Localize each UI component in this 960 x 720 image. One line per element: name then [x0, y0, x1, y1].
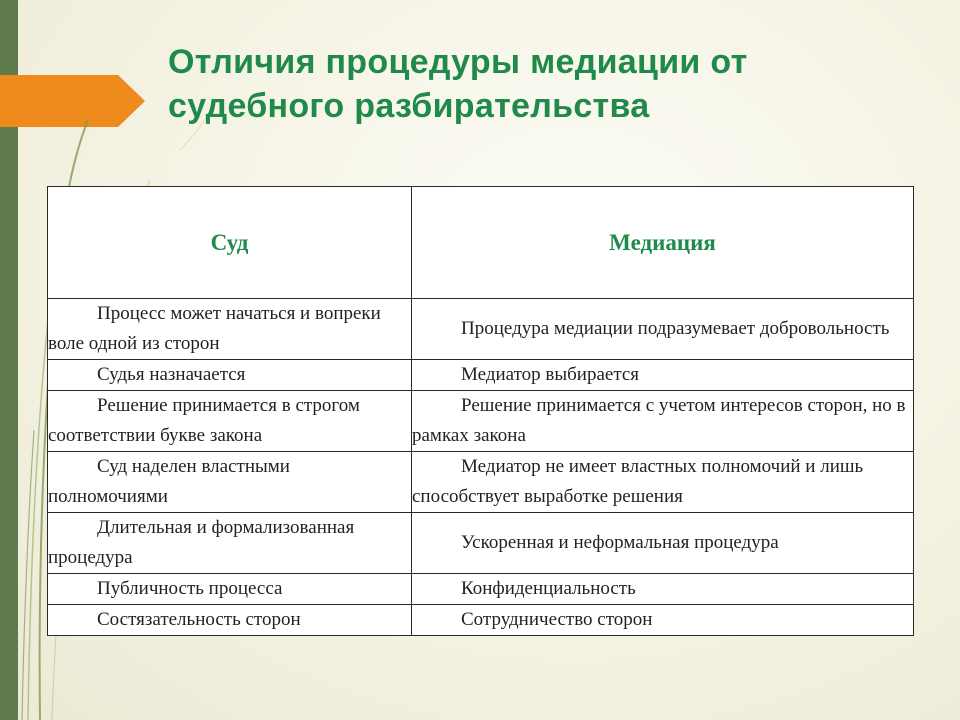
table-cell-court: Публичность процесса	[48, 574, 412, 605]
table-row	[48, 605, 914, 636]
table-cell-mediation: Ускоренная и неформальная процедура	[412, 513, 914, 574]
table-cell-mediation: Сотрудничество сторон	[412, 605, 914, 636]
table-row	[48, 452, 914, 513]
table-row	[48, 299, 914, 360]
slide-title	[168, 40, 748, 128]
slide-title-line1: Отличия процедуры медиации от	[168, 43, 748, 81]
column-header-court: Суд	[48, 187, 412, 299]
table-cell-court: Суд наделен властными полномочиями	[48, 452, 412, 513]
table-cell-mediation: Медиатор выбирается	[412, 360, 914, 391]
table-cell-court: Решение принимается в строгом соответствии букве закона	[48, 391, 412, 452]
table-cell-mediation: Процедура медиации подразумевает добровольность	[412, 299, 914, 360]
table-row	[48, 513, 914, 574]
table-cell-mediation: Конфиденциальность	[412, 574, 914, 605]
orange-arrow-tab	[0, 75, 145, 127]
table-header-row	[48, 187, 914, 299]
table-cell-mediation: Медиатор не имеет властных полномочий и лишь способствует выработке решения	[412, 452, 914, 513]
table-row	[48, 360, 914, 391]
column-header-mediation: Медиация	[412, 187, 914, 299]
slide-title-line2: судебного разбирательства	[168, 87, 650, 125]
table-cell-court: Процесс может начаться и вопреки воле одной из сторон	[48, 299, 412, 360]
table-cell-court: Длительная и формализованная процедура	[48, 513, 412, 574]
comparison-table	[47, 186, 914, 636]
table-row	[48, 574, 914, 605]
table-cell-court: Состязательность сторон	[48, 605, 412, 636]
table-cell-court: Судья назначается	[48, 360, 412, 391]
table-row	[48, 391, 914, 452]
table-cell-mediation: Решение принимается с учетом интересов сторон, но в рамках закона	[412, 391, 914, 452]
